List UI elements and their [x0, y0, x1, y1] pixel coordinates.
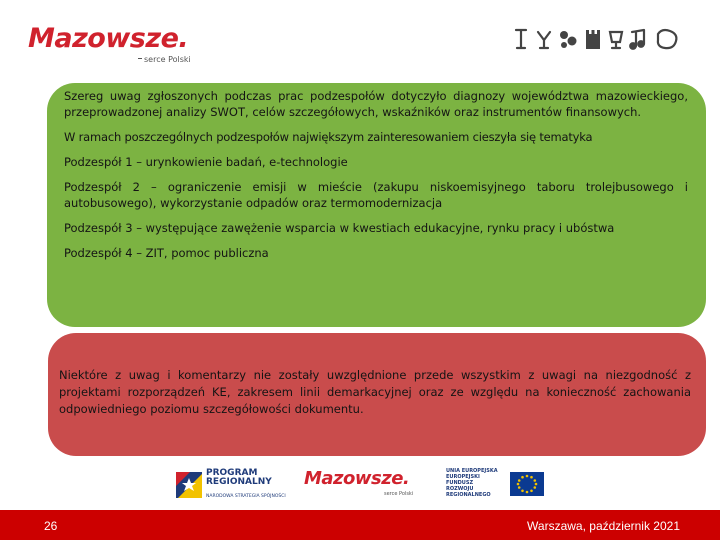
dots-icon [560, 31, 577, 48]
program-regionalny-logo [176, 464, 294, 506]
page-number: 26 [44, 519, 58, 533]
eu-text [446, 468, 506, 498]
program-title-line-2: REGIONALNY [206, 477, 272, 487]
eu-logo [446, 468, 556, 502]
figure-icon [516, 30, 526, 48]
eu-text-line-2: EUROPEJSKI FUNDUSZ [446, 474, 480, 486]
logo-tagline: serce Polski [144, 55, 191, 64]
paragraph-subgroup-4: Podzespół 4 – ZIT, pomoc publiczna [64, 246, 269, 260]
program-subtitle: NARODOWA STRATEGIA SPÓJNOŚCI [206, 494, 286, 499]
program-star-icon [176, 468, 204, 502]
footer-logo-strip [176, 464, 556, 506]
mazowsze-footer-tagline: serce Polski [384, 491, 414, 497]
mazowsze-footer-text: Mazowsze. [304, 468, 410, 489]
mazowsze-footer-logo [304, 468, 414, 502]
paragraph-subgroup-3: Podzespół 3 – występujące zawężenie wsparcia w kwestiach edukacyjne, rynku pracy i ubóstwa [64, 221, 615, 235]
eu-text-line-3: ROZWOJU REGIONALNEGO [446, 486, 491, 498]
music-note-icon [630, 30, 644, 49]
castle-icon [586, 30, 600, 49]
bird-icon [538, 32, 550, 48]
paragraph-subgroup-2: Podzespół 2 – ograniczenie emisji w mieście (zakupu niskoemisyjnego taboru trolejbusowego i autobusowego), wykorzystanie odpadów oraz termomodernizacja [64, 180, 688, 210]
red-note-text: Niektóre z uwag i komentarzy nie zostały uwzględnione przede wszystkim z uwagi na niezgodność z projektami rozporządzeń KE, zakresem linii demarkacyjnej oraz ze względu na konieczność zachowania odpowiedniego poziomu szczegółowości dokumentu. [59, 368, 691, 416]
green-box-content [64, 88, 688, 270]
logo-divider [138, 58, 142, 59]
paragraph-subgroup-1: Podzespół 1 – urynkowienie badań, e-technologie [64, 155, 348, 169]
paragraph-intro: Szereg uwag zgłoszonych podczas prac podzespołów dotyczyło diagnozy województwa mazowieckiego, przeprowadzonej analizy SWOT, celów szczegółowych, wskaźników oraz instrumentów finansowych. [64, 89, 688, 119]
eu-flag-icon [510, 472, 544, 496]
eu-text-line-1: UNIA EUROPEJSKA [446, 468, 498, 474]
outline-icon [658, 30, 677, 48]
program-title [206, 469, 272, 487]
footer-date: Warszawa, październik 2021 [527, 519, 680, 533]
mazowsze-logo [28, 24, 208, 68]
logo-text: Mazowsze. [28, 23, 189, 54]
program-title-line-1: PROGRAM [206, 468, 258, 478]
header-icon-strip [512, 26, 692, 52]
cup-icon [610, 32, 622, 48]
paragraph-topics: W ramach poszczególnych podzespołów największym zainteresowaniem cieszyła się tematyka [64, 130, 593, 144]
